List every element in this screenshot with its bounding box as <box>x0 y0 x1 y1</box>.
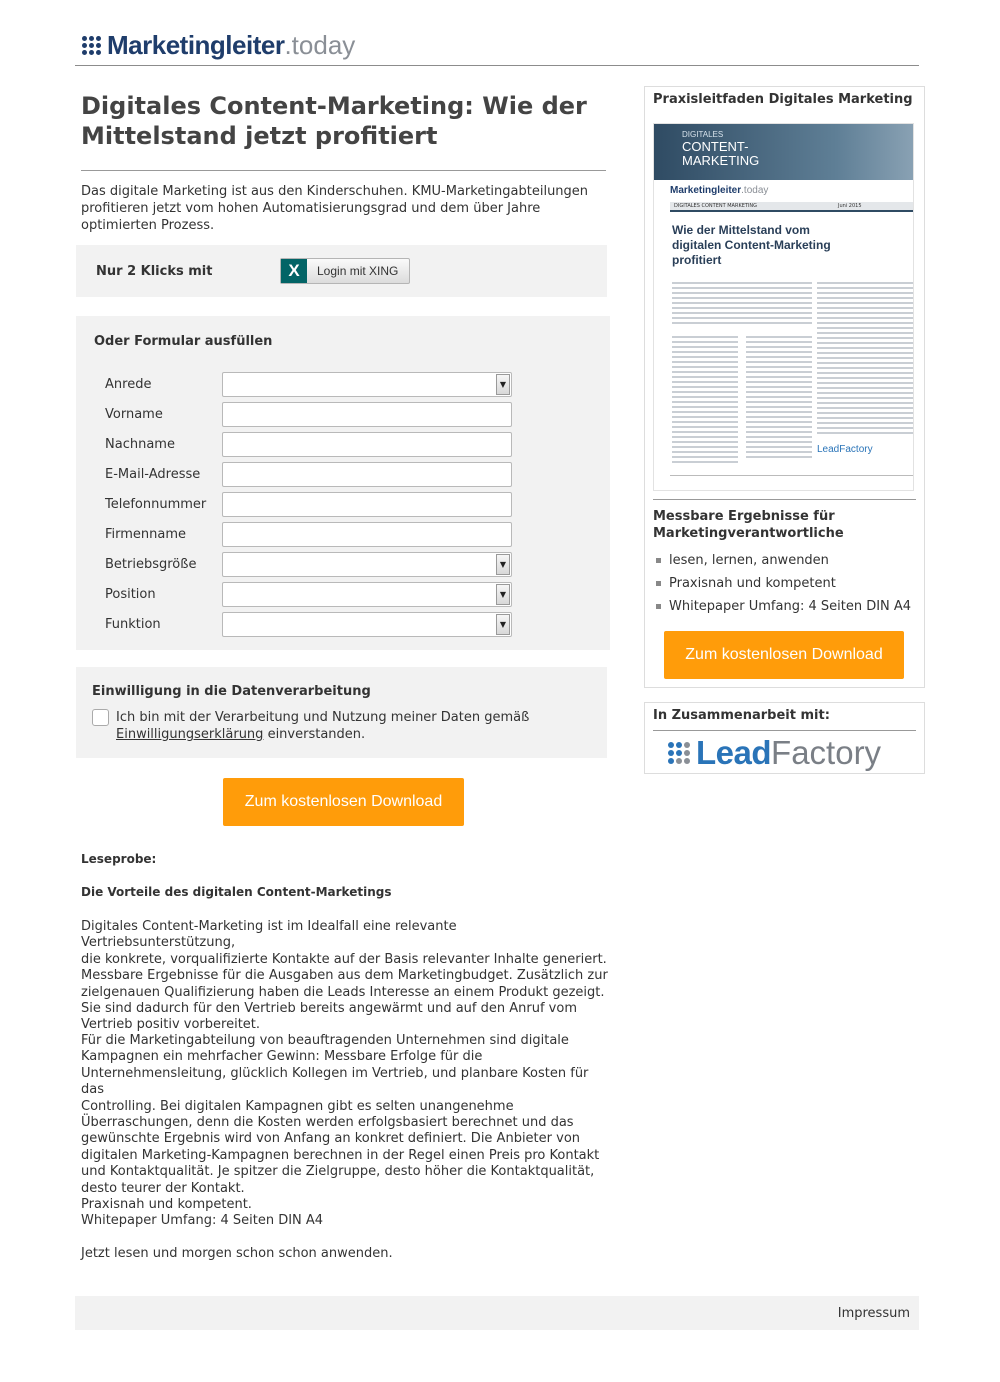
benefit-label: Praxisnah und kompetent <box>669 576 836 591</box>
bullet-icon <box>656 558 661 563</box>
consent-text-after: einverstanden. <box>263 727 366 742</box>
xing-icon: X <box>281 259 307 283</box>
chevron-down-icon: ▼ <box>496 374 510 395</box>
cover-banner <box>654 124 914 180</box>
cover-leadfactory-logo: LeadFactory <box>817 444 873 455</box>
logo-dots-icon <box>82 36 101 55</box>
label-email: E-Mail-Adresse <box>105 467 201 482</box>
logo-suffix: .today <box>284 29 356 60</box>
logo-wordmark: Marketingleiter <box>107 29 285 60</box>
sidebar-title: Praxisleitfaden Digitales Marketing <box>653 92 913 107</box>
preview-paragraph: Praxisnah und kompetent. Whitepaper Umfang: 4 Seiten DIN A4 <box>81 1197 324 1229</box>
leadfactory-factory: Factory <box>771 734 882 771</box>
preview-paragraph: Digitales Content-Marketing ist im Idealfall eine relevante Vertriebsunterstützung, die konkrete, vorqualifizierte Kontakte auf der Basis relevanter Inhalte generiert. Messbare Ergebnisse für die Ausgaben aus dem Marketingbudget. Zusätzlich zur zielgenauen Qualifizierung haben die Leads Interesse an einem Produkt gezeigt. Sie sind dadurch für den Vertrieb bereits angewärmt und auf den Anruf vom Vertrieb positiv vorbereitet. <box>81 919 608 1033</box>
consent-heading: Einwilligung in die Datenverarbeitung <box>92 684 371 699</box>
label-betriebsgroesse: Betriebsgröße <box>105 557 197 572</box>
cover-banner-small: DIGITALES <box>682 130 724 139</box>
bullet-icon <box>656 581 661 586</box>
label-nachname: Nachname <box>105 437 175 452</box>
cover-bar <box>670 202 914 212</box>
leadfactory-lead: Lead <box>696 734 772 771</box>
consent-text-before: Ich bin mit der Verarbeitung und Nutzung meiner Daten gemäß <box>116 710 530 725</box>
betriebsgroesse-select[interactable] <box>222 552 512 577</box>
impressum-link[interactable]: Impressum <box>837 1306 910 1321</box>
chevron-down-icon: ▼ <box>496 584 510 605</box>
chevron-down-icon: ▼ <box>496 614 510 635</box>
cover-text-block <box>672 282 812 327</box>
benefit-label: Whitepaper Umfang: 4 Seiten DIN A4 <box>669 599 912 614</box>
footer-bar <box>75 1296 919 1330</box>
cover-logo-main: Marketingleiter <box>670 185 742 196</box>
benefits-heading: Messbare Ergebnisse für Marketingverantwortliche <box>653 509 844 541</box>
anrede-select[interactable] <box>222 372 512 397</box>
label-position: Position <box>105 587 156 602</box>
xing-label: Nur 2 Klicks mit <box>96 264 213 279</box>
label-telefon: Telefonnummer <box>105 497 207 512</box>
cover-banner-title: CONTENT- MARKETING <box>682 139 760 168</box>
position-select[interactable] <box>222 582 512 607</box>
cover-toc-block <box>817 282 913 437</box>
partner-title: In Zusammenarbeit mit: <box>653 708 830 723</box>
xing-button-label: Login mit XING <box>317 264 399 278</box>
sidebar-download-button[interactable]: Zum kostenlosen Download <box>664 631 904 679</box>
whitepaper-cover-image <box>653 123 914 491</box>
header-divider <box>75 65 919 66</box>
preview-paragraph: Jetzt lesen und morgen schon schon anwenden. <box>81 1246 393 1261</box>
leadfactory-logo[interactable] <box>668 733 881 773</box>
preview-label: Leseprobe: <box>81 852 157 866</box>
partner-divider <box>653 730 916 731</box>
marketingleiter-logo[interactable] <box>82 30 355 60</box>
label-firmenname: Firmenname <box>105 527 187 542</box>
cover-divider <box>653 499 916 500</box>
vorname-input[interactable] <box>222 402 512 427</box>
benefit-label: lesen, lernen, anwenden <box>669 553 829 568</box>
email-input[interactable] <box>222 462 512 487</box>
preview-subheading: Die Vorteile des digitalen Content-Marketings <box>81 885 392 899</box>
preview-paragraph: Für die Marketingabteilung von beauftragenden Unternehmen sind digitale Kampagnen ein mehrfacher Gewinn: Messbare Erfolge für die Unternehmensleitung, glücklich Kollegen im Vertrieb, und planbare Kosten für das Controlling. Bei digitalen Kampagnen gibt es selten unangenehme Überraschungen, denn die Kosten werden erfolgsbasiert berechnet und das gewünschte Ergebnis wird von Anfang an konkret definiert. Die Anbieter von digitalen Marketing-Kampagnen berechnen in der Regel einen Preis pro Kontakt und Kontaktqualität. Je spitzer die Zielgruppe, desto höher die Kontaktqualität, desto teurer der Kontakt. <box>81 1033 600 1196</box>
funktion-select[interactable] <box>222 612 512 637</box>
label-anrede: Anrede <box>105 377 152 392</box>
chevron-down-icon: ▼ <box>496 554 510 575</box>
label-vorname: Vorname <box>105 407 163 422</box>
label-funktion: Funktion <box>105 617 161 632</box>
firmenname-input[interactable] <box>222 522 512 547</box>
nachname-input[interactable] <box>222 432 512 457</box>
bullet-icon <box>656 604 661 609</box>
cover-bar-left: DIGITALES CONTENT MARKETING <box>674 203 758 209</box>
consent-text <box>116 709 596 743</box>
cover-text-block <box>672 336 738 466</box>
xing-login-button[interactable] <box>280 258 410 284</box>
page-title: Digitales Content-Marketing: Wie der Mittelstand jetzt profitiert <box>81 92 587 150</box>
consent-checkbox[interactable] <box>92 709 109 726</box>
benefit-item <box>656 599 911 614</box>
cover-logo <box>670 185 768 196</box>
cover-footer-line <box>670 475 914 481</box>
consent-declaration-link[interactable]: Einwilligungserklärung <box>116 727 264 742</box>
telefon-input[interactable] <box>222 492 512 517</box>
title-divider <box>81 170 606 171</box>
intro-text: Das digitale Marketing ist aus den Kinderschuhen. KMU-Marketingabteilungen profitieren jetzt vom hohen Automatisierungsgrad und dem über Jahre optimierten Prozess. <box>81 184 589 233</box>
cover-bar-right: Juni 2015 <box>838 203 862 209</box>
form-heading: Oder Formular ausfüllen <box>94 334 273 349</box>
benefit-item <box>656 553 829 568</box>
cover-logo-suffix: .today <box>741 185 769 196</box>
cover-text-block <box>746 336 812 461</box>
leadfactory-dots-icon <box>668 742 690 764</box>
cover-headline: Wie der Mittelstand vom digitalen Content-Marketing profitiert <box>672 223 831 267</box>
benefit-item <box>656 576 836 591</box>
download-button[interactable]: Zum kostenlosen Download <box>223 778 464 826</box>
